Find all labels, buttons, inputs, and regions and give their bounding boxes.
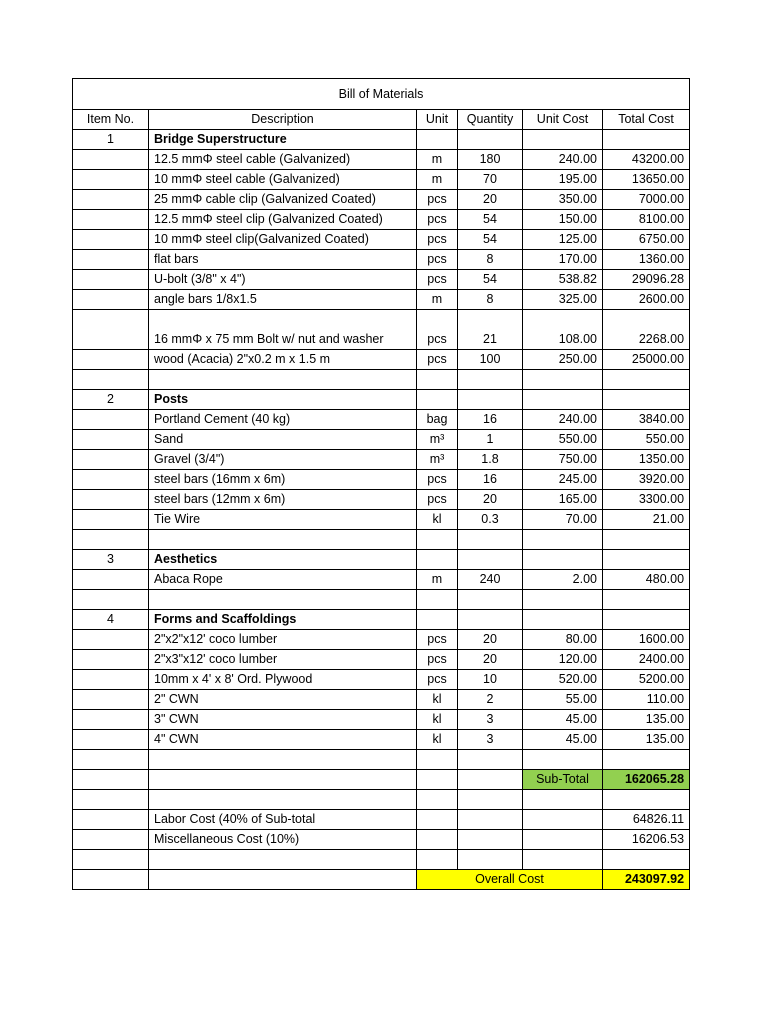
- section-row: [73, 130, 690, 150]
- cell-unit: pcs: [417, 490, 458, 510]
- table-row: [73, 730, 690, 750]
- cell-description: Tie Wire: [149, 510, 417, 530]
- cell-unit: kl: [417, 690, 458, 710]
- cell-unit: m: [417, 570, 458, 590]
- table-row: [73, 210, 690, 230]
- cell-total-cost: 8100.00: [603, 210, 690, 230]
- cell-description: flat bars: [149, 250, 417, 270]
- cell-description: Abaca Rope: [149, 570, 417, 590]
- cell-description: U-bolt (3/8" x 4"): [149, 270, 417, 290]
- cell-unit: pcs: [417, 250, 458, 270]
- header-total-cost: Total Cost: [603, 110, 690, 130]
- cell-description: 2" CWN: [149, 690, 417, 710]
- table-row: [73, 170, 690, 190]
- cell-total-cost: 21.00: [603, 510, 690, 530]
- section-row: [73, 610, 690, 630]
- cell-unit-cost: 750.00: [523, 450, 603, 470]
- misc-label: Miscellaneous Cost (10%): [149, 830, 417, 850]
- header-quantity: Quantity: [458, 110, 523, 130]
- cell-total-cost: 3300.00: [603, 490, 690, 510]
- cell-quantity: 16: [458, 470, 523, 490]
- cell-total-cost: 1350.00: [603, 450, 690, 470]
- cell-unit-cost: 45.00: [523, 730, 603, 750]
- cell-total-cost: 13650.00: [603, 170, 690, 190]
- cell-unit-cost: 70.00: [523, 510, 603, 530]
- cell-quantity: 54: [458, 210, 523, 230]
- table-row: [73, 230, 690, 250]
- cell-unit: m: [417, 170, 458, 190]
- table-row: [73, 270, 690, 290]
- table-row: [73, 630, 690, 650]
- cell-total-cost: 480.00: [603, 570, 690, 590]
- cell-unit: pcs: [417, 310, 458, 350]
- cell-quantity: 2: [458, 690, 523, 710]
- cell-quantity: 0.3: [458, 510, 523, 530]
- cell-quantity: 54: [458, 270, 523, 290]
- cell-unit: pcs: [417, 230, 458, 250]
- cell-quantity: 8: [458, 250, 523, 270]
- cell-total-cost: 1600.00: [603, 630, 690, 650]
- blank-row: [73, 530, 690, 550]
- table-title: Bill of Materials: [73, 79, 690, 110]
- cell-unit-cost: 120.00: [523, 650, 603, 670]
- blank-row: [73, 370, 690, 390]
- cell-unit: pcs: [417, 470, 458, 490]
- table-row: [73, 710, 690, 730]
- header-unit-cost: Unit Cost: [523, 110, 603, 130]
- table-row: [73, 290, 690, 310]
- cell-unit-cost: 240.00: [523, 150, 603, 170]
- cell-quantity: 16: [458, 410, 523, 430]
- cell-unit-cost: 350.00: [523, 190, 603, 210]
- labor-row: [73, 810, 690, 830]
- cell-total-cost: 7000.00: [603, 190, 690, 210]
- cell-quantity: 240: [458, 570, 523, 590]
- cell-unit: m: [417, 290, 458, 310]
- cell-unit: pcs: [417, 670, 458, 690]
- table-row: [73, 570, 690, 590]
- cell-total-cost: 3920.00: [603, 470, 690, 490]
- cell-unit-cost: 520.00: [523, 670, 603, 690]
- cell-unit: m³: [417, 430, 458, 450]
- cell-quantity: 20: [458, 650, 523, 670]
- cell-quantity: 8: [458, 290, 523, 310]
- subtotal-row: [73, 770, 690, 790]
- table-row: [73, 670, 690, 690]
- section-number: 3: [73, 550, 149, 570]
- cell-unit-cost: 165.00: [523, 490, 603, 510]
- cell-unit: pcs: [417, 350, 458, 370]
- cell-description: 16 mmΦ x 75 mm Bolt w/ nut and washer: [149, 310, 417, 350]
- cell-unit-cost: 2.00: [523, 570, 603, 590]
- cell-unit-cost: 80.00: [523, 630, 603, 650]
- cell-unit: pcs: [417, 650, 458, 670]
- header-description: Description: [149, 110, 417, 130]
- cell-total-cost: 29096.28: [603, 270, 690, 290]
- table-row: [73, 490, 690, 510]
- section-title: Bridge Superstructure: [149, 130, 417, 150]
- overall-value: 243097.92: [603, 870, 690, 890]
- table-row: [73, 410, 690, 430]
- cell-quantity: 10: [458, 670, 523, 690]
- misc-value: 16206.53: [603, 830, 690, 850]
- table-row: [73, 350, 690, 370]
- labor-value: 64826.11: [603, 810, 690, 830]
- bill-of-materials-sheet: [72, 78, 690, 890]
- cell-quantity: 3: [458, 710, 523, 730]
- cell-total-cost: 135.00: [603, 730, 690, 750]
- cell-unit-cost: 150.00: [523, 210, 603, 230]
- cell-total-cost: 2268.00: [603, 310, 690, 350]
- cell-total-cost: 43200.00: [603, 150, 690, 170]
- cell-unit-cost: 108.00: [523, 310, 603, 350]
- cell-unit-cost: 250.00: [523, 350, 603, 370]
- labor-label: Labor Cost (40% of Sub-total: [149, 810, 417, 830]
- cell-unit-cost: 240.00: [523, 410, 603, 430]
- section-row: [73, 390, 690, 410]
- cell-description: steel bars (16mm x 6m): [149, 470, 417, 490]
- header-item-no: Item No.: [73, 110, 149, 130]
- cell-unit-cost: 170.00: [523, 250, 603, 270]
- cell-unit-cost: 550.00: [523, 430, 603, 450]
- table-row: [73, 470, 690, 490]
- table-row: [73, 450, 690, 470]
- cell-unit: pcs: [417, 190, 458, 210]
- cell-description: 2"x3"x12' coco lumber: [149, 650, 417, 670]
- cell-quantity: 1: [458, 430, 523, 450]
- table-row: [73, 190, 690, 210]
- cell-description: wood (Acacia) 2"x0.2 m x 1.5 m: [149, 350, 417, 370]
- table-row: [73, 310, 690, 350]
- blank-row: [73, 850, 690, 870]
- table-row: [73, 510, 690, 530]
- blank-row: [73, 750, 690, 770]
- section-title: Forms and Scaffoldings: [149, 610, 417, 630]
- cell-unit-cost: 125.00: [523, 230, 603, 250]
- section-title: Aesthetics: [149, 550, 417, 570]
- cell-total-cost: 6750.00: [603, 230, 690, 250]
- cell-description: 12.5 mmΦ steel cable (Galvanized): [149, 150, 417, 170]
- cell-unit-cost: 45.00: [523, 710, 603, 730]
- cell-unit: pcs: [417, 270, 458, 290]
- cell-description: Portland Cement (40 kg): [149, 410, 417, 430]
- cell-total-cost: 110.00: [603, 690, 690, 710]
- cell-description: 10mm x 4' x 8' Ord. Plywood: [149, 670, 417, 690]
- table-row: [73, 650, 690, 670]
- section-title: Posts: [149, 390, 417, 410]
- section-number: 4: [73, 610, 149, 630]
- cell-description: 25 mmΦ cable clip (Galvanized Coated): [149, 190, 417, 210]
- table-row: [73, 430, 690, 450]
- cell-description: angle bars 1/8x1.5: [149, 290, 417, 310]
- cell-quantity: 100: [458, 350, 523, 370]
- subtotal-value: 162065.28: [603, 770, 690, 790]
- cell-unit: pcs: [417, 210, 458, 230]
- cell-unit-cost: 538.82: [523, 270, 603, 290]
- cell-description: 10 mmΦ steel cable (Galvanized): [149, 170, 417, 190]
- overall-label: Overall Cost: [417, 870, 603, 890]
- cell-total-cost: 135.00: [603, 710, 690, 730]
- cell-quantity: 180: [458, 150, 523, 170]
- overall-row: [73, 870, 690, 890]
- cell-quantity: 70: [458, 170, 523, 190]
- cell-description: 10 mmΦ steel clip(Galvanized Coated): [149, 230, 417, 250]
- cell-quantity: 1.8: [458, 450, 523, 470]
- table-row: [73, 150, 690, 170]
- cell-quantity: 21: [458, 310, 523, 350]
- cell-total-cost: 25000.00: [603, 350, 690, 370]
- cell-description: 4" CWN: [149, 730, 417, 750]
- cell-unit: kl: [417, 710, 458, 730]
- cell-unit-cost: 195.00: [523, 170, 603, 190]
- cell-unit-cost: 55.00: [523, 690, 603, 710]
- cell-quantity: 20: [458, 190, 523, 210]
- cell-total-cost: 550.00: [603, 430, 690, 450]
- table-row: [73, 250, 690, 270]
- cell-description: 2"x2"x12' coco lumber: [149, 630, 417, 650]
- cell-total-cost: 2400.00: [603, 650, 690, 670]
- cell-quantity: 54: [458, 230, 523, 250]
- misc-row: [73, 830, 690, 850]
- header-row: [73, 110, 690, 130]
- section-number: 1: [73, 130, 149, 150]
- cell-total-cost: 5200.00: [603, 670, 690, 690]
- cell-description: 12.5 mmΦ steel clip (Galvanized Coated): [149, 210, 417, 230]
- header-unit: Unit: [417, 110, 458, 130]
- cell-quantity: 20: [458, 490, 523, 510]
- cell-unit: pcs: [417, 630, 458, 650]
- cell-description: Gravel (3/4"): [149, 450, 417, 470]
- cell-total-cost: 2600.00: [603, 290, 690, 310]
- cell-total-cost: 1360.00: [603, 250, 690, 270]
- cell-description: steel bars (12mm x 6m): [149, 490, 417, 510]
- cell-total-cost: 3840.00: [603, 410, 690, 430]
- cell-quantity: 20: [458, 630, 523, 650]
- blank-row: [73, 790, 690, 810]
- cell-unit-cost: 245.00: [523, 470, 603, 490]
- cell-unit: bag: [417, 410, 458, 430]
- section-number: 2: [73, 390, 149, 410]
- cell-description: Sand: [149, 430, 417, 450]
- cell-unit: m: [417, 150, 458, 170]
- bill-of-materials-table: [72, 78, 690, 890]
- title-row: [73, 79, 690, 110]
- cell-unit: kl: [417, 730, 458, 750]
- section-row: [73, 550, 690, 570]
- cell-unit: kl: [417, 510, 458, 530]
- cell-unit-cost: 325.00: [523, 290, 603, 310]
- table-row: [73, 690, 690, 710]
- blank-row: [73, 590, 690, 610]
- subtotal-label: Sub-Total: [523, 770, 603, 790]
- cell-unit: m³: [417, 450, 458, 470]
- cell-quantity: 3: [458, 730, 523, 750]
- cell-description: 3" CWN: [149, 710, 417, 730]
